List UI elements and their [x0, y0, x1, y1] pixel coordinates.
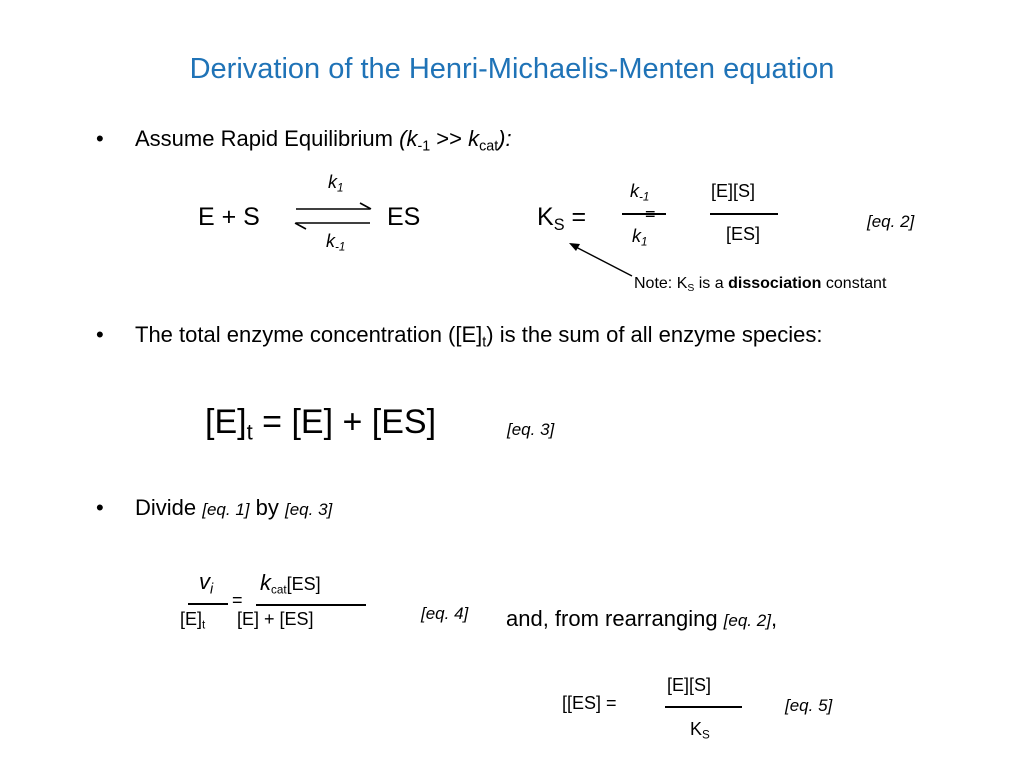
vi-denominator: $[E]_t$: [180, 609, 206, 632]
reaction-reactants: E + S: [198, 203, 260, 231]
eq-3-label: [eq. 3]: [507, 420, 555, 439]
ks-conc-denominator: [ES]: [726, 224, 761, 244]
bullet-1-marker: •: [96, 126, 104, 151]
dissociation-note: Note: $K_S$ is a dissociation constant: [634, 275, 887, 295]
rate-constant-k1: $k_1$: [328, 172, 344, 195]
paren-open: (: [399, 126, 407, 151]
kcat-sub: cat: [479, 138, 499, 155]
ks-conc-numerator: [E][S]: [711, 181, 756, 201]
eq-4-equals: =: [232, 590, 243, 610]
ks-lhs: $K_S$ =: [537, 203, 587, 234]
kcat-es-numerator: $k_{cat}[ES]$: [260, 570, 321, 597]
much-greater-sign: >>: [430, 126, 469, 151]
eq-4-label: [eq. 4]: [421, 604, 469, 623]
assumption-label: Assume Rapid Equilibrium: [135, 126, 393, 151]
eq-5-numerator: [E][S]: [667, 675, 712, 695]
bullet-3-marker: •: [96, 495, 104, 520]
kcat-denominator: [E] + [ES]: [237, 609, 314, 629]
k-minus-1-symbol: k: [406, 126, 418, 151]
forward-arrow-head: [360, 203, 371, 209]
bullet-3-text: Divide [eq. 1] by [eq. 3]: [135, 495, 333, 520]
rate-constant-k-minus-1: $k_{-1}$: [326, 231, 346, 254]
bullet-2-marker: •: [96, 322, 104, 347]
eq-3-expression: $[E]_t = [E] + [ES]$: [205, 403, 437, 445]
eq-5-denominator: $K_S$: [690, 719, 710, 742]
k-minus-1-sub: -1: [417, 138, 431, 155]
ks-inner-equals: =: [645, 204, 656, 224]
eq-5-fraction-bar: [665, 706, 742, 708]
note-pointer-line: [572, 245, 632, 276]
ks-ratio-fraction-bar: [622, 213, 666, 215]
reaction-product: ES: [387, 203, 421, 231]
bullet-2-text: The total enzyme concentration $([E]_t)$ is the sum of all enzyme species:: [135, 322, 823, 351]
ks-conc-fraction-bar: [710, 213, 778, 215]
ks-ratio-denominator: $k_1$: [632, 226, 648, 249]
ks-ratio-numerator: $k_{-1}$: [630, 181, 650, 204]
vi-numerator: $v_i$: [199, 569, 214, 598]
eq-5-label: [eq. 5]: [785, 696, 833, 715]
vi-fraction-bar: [188, 603, 228, 605]
eq-5-lhs: [[ES] =: [562, 693, 617, 713]
eq-2-label: [eq. 2]: [867, 212, 915, 231]
kcat-symbol: k: [468, 126, 480, 151]
paren-close: ):: [498, 126, 512, 151]
reverse-arrow-head: [295, 223, 306, 229]
page-title: Derivation of the Henri-Michaelis-Menten equation: [189, 53, 835, 85]
rearranging-text: and, from rearranging [eq. 2],: [506, 606, 778, 631]
kcat-fraction-bar: [256, 604, 366, 606]
note-pointer-head: [569, 243, 580, 251]
